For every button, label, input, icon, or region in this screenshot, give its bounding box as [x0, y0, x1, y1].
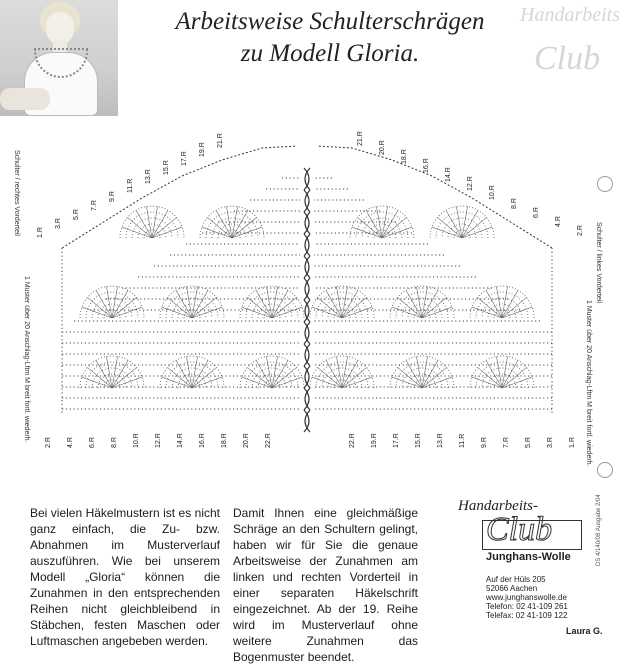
binder-hole-top [597, 176, 613, 192]
left-fan-spoke [162, 377, 192, 388]
right-top-row-label: 16.R [423, 158, 430, 173]
left-fan-arc [98, 304, 126, 318]
right-top-row-label: 21.R [357, 131, 364, 146]
left-fan-arc [240, 356, 304, 388]
left-top-row-label: 19.R [199, 142, 206, 157]
right-fan-arc [390, 286, 454, 318]
left-bottom-row-label: 20.R [243, 433, 250, 448]
left-top-row-label: 9.R [109, 191, 116, 202]
left-top-row-label: 5.R [73, 209, 80, 220]
right-fan-spoke [502, 367, 527, 388]
left-fan-spoke [192, 367, 217, 388]
right-fan-spoke [342, 377, 372, 388]
club-word: Club [486, 511, 553, 548]
left-top-row-label: 21.R [217, 133, 224, 148]
right-bottom-row-label: 19.R [371, 433, 378, 448]
right-fan-spoke [317, 297, 342, 318]
left-side-label-top: Schulter / rechtes Vorderteil [13, 150, 20, 236]
right-fan-arc [396, 292, 448, 318]
left-fan-spoke [87, 297, 112, 318]
left-fan-arc [246, 362, 298, 388]
left-fan-arc [80, 286, 144, 318]
right-top-row-label: 8.R [511, 198, 518, 209]
left-fan-spoke [127, 217, 152, 238]
left-bottom-row-label: 14.R [177, 433, 184, 448]
right-fan-arc [328, 304, 356, 318]
left-bottom-row-label: 10.R [133, 433, 140, 448]
right-top-row-label: 18.R [401, 149, 408, 164]
right-bottom-row-label: 11.R [459, 433, 466, 448]
left-fan-spoke [272, 367, 297, 388]
left-fan-spoke [272, 297, 297, 318]
author-name: Laura G. [566, 626, 603, 636]
right-fan-spoke [397, 367, 422, 388]
handarbeits-club-logo [458, 498, 588, 563]
right-fan-spoke [502, 307, 532, 318]
left-fan-spoke [112, 367, 137, 388]
right-side-label-mid: 1 Muster über 20 Anschlag-Lftm M breit fortl. wiederh. [585, 300, 592, 467]
right-fan-arc [470, 286, 534, 318]
left-fan-spoke [207, 217, 232, 238]
left-bottom-row-label: 8.R [111, 437, 118, 448]
right-bottom-row-label: 3.R [547, 437, 554, 448]
left-bottom-row-label: 6.R [89, 437, 96, 448]
right-top-row-label: 20.R [379, 140, 386, 155]
left-fan-arc [246, 292, 298, 318]
right-top-row-label: 4.R [555, 216, 562, 227]
club-box [482, 520, 582, 550]
right-top-row-label: 14.R [445, 167, 452, 182]
left-fan-arc [240, 286, 304, 318]
right-bottom-row-label: 7.R [503, 437, 510, 448]
left-fan-spoke [232, 217, 257, 238]
right-fan-arc [316, 362, 368, 388]
left-fan-arc [160, 286, 224, 318]
right-fan-spoke [317, 367, 342, 388]
right-fan-spoke [462, 227, 492, 238]
right-fan-spoke [382, 217, 407, 238]
instruction-paragraph: Damit Ihnen eine gleichmäßige Schräge an den Schultern gelingt, haben wir für Sie die genaue Arbeitsweise der Zunahmen am linken und rechten Vorderteil in einer separaten Häkelschrift eingezeichnet. Ab der 19. Reihe wird im Musterverlauf ohne weitere Zunahmen das Bogenmuster beendet. [233, 506, 418, 664]
right-fan-arc [356, 212, 408, 238]
address-city: 52066 Aachen [486, 584, 538, 593]
crochet-diagram [12, 118, 602, 480]
left-fan-arc [86, 292, 138, 318]
left-fan-arc [218, 224, 246, 238]
left-bottom-row-label: 2.R [45, 437, 52, 448]
right-fan-spoke [342, 297, 367, 318]
left-side-label-mid: 1 Muster über 20 Anschlag-Lftm M breit fortl. wiederh. [23, 276, 30, 443]
intro-paragraph: Bei vielen Häkelmustern ist es nicht ganz einfach, die Zu- bzw. Abnahmen im Musterverlauf auszuführen. Wie bei unserem Modell „Gloria“ können die Zunahmen in den entsprechenden Reihen nicht gleichbleibend in Stäbchen, festen Maschen oder Luftmaschen angebeben werden. [30, 506, 220, 648]
address-web: www.junghanswolle.de [486, 593, 567, 602]
address-phone: Telefon: 02 41-109 261 [486, 602, 568, 611]
right-fan-spoke [342, 367, 367, 388]
right-fan-spoke [397, 297, 422, 318]
binder-hole-bottom [597, 462, 613, 478]
photo-arm [0, 88, 50, 110]
right-fan-spoke [422, 367, 447, 388]
right-fan-arc [488, 304, 516, 318]
ghost-logo [520, 0, 620, 110]
left-fan-spoke [247, 367, 272, 388]
left-bottom-row-label: 12.R [155, 433, 162, 448]
left-fan-spoke [162, 307, 192, 318]
left-shoulder-outline [62, 146, 297, 248]
address-fax: Telefax: 02 41-109 122 [486, 611, 568, 620]
address-street: Auf der Hüls 205 [486, 575, 546, 584]
issue-code: DS 4/140/08 Ausgabe 2/04 [596, 494, 602, 566]
model-photo [0, 0, 118, 116]
title-line2: zu Modell Gloria. [240, 40, 420, 67]
right-fan-arc [310, 356, 374, 388]
left-fan-spoke [152, 217, 177, 238]
left-fan-arc [138, 224, 166, 238]
club-brand: Junghans-Wolle [486, 551, 571, 563]
club-address [486, 575, 568, 620]
right-fan-arc [448, 224, 476, 238]
right-fan-arc [316, 292, 368, 318]
left-fan-arc [80, 356, 144, 388]
left-fan-spoke [167, 367, 192, 388]
left-fan-arc [258, 304, 286, 318]
right-fan-spoke [462, 217, 487, 238]
left-bottom-row-label: 22.R [265, 433, 272, 448]
left-fan-spoke [247, 297, 272, 318]
right-top-row-label: 12.R [467, 176, 474, 191]
right-fan-spoke [502, 297, 527, 318]
left-top-row-label: 7.R [91, 200, 98, 211]
right-bottom-row-label: 22.R [349, 433, 356, 448]
right-fan-spoke [342, 307, 372, 318]
left-fan-arc [166, 292, 218, 318]
right-fan-spoke [357, 217, 382, 238]
left-fan-spoke [167, 297, 192, 318]
right-bottom-row-label: 13.R [437, 433, 444, 448]
right-bottom-row-label: 9.R [481, 437, 488, 448]
right-top-row-label: 10.R [489, 185, 496, 200]
right-fan-arc [436, 212, 488, 238]
right-bottom-row-label: 17.R [393, 433, 400, 448]
left-fan-spoke [192, 297, 217, 318]
right-fan-spoke [502, 377, 532, 388]
left-fan-spoke [82, 377, 112, 388]
left-bottom-row-label: 4.R [67, 437, 74, 448]
right-fan-arc [310, 286, 374, 318]
left-fan-arc [160, 356, 224, 388]
right-fan-arc [476, 362, 528, 388]
right-fan-arc [470, 356, 534, 388]
right-fan-arc [476, 292, 528, 318]
left-top-row-label: 1.R [37, 227, 44, 238]
left-top-row-label: 17.R [181, 151, 188, 166]
left-bottom-row-label: 16.R [199, 433, 206, 448]
ghost-logo-line2: Club [534, 40, 601, 77]
right-fan-arc [408, 304, 436, 318]
right-shoulder-outline [317, 146, 552, 248]
club-handarbeits: Handarbeits- [458, 498, 538, 514]
right-bottom-row-label: 5.R [525, 437, 532, 448]
right-fan-spoke [422, 297, 447, 318]
left-fan-arc [126, 212, 178, 238]
left-fan-spoke [87, 367, 112, 388]
right-bottom-row-label: 15.R [415, 433, 422, 448]
left-top-row-label: 3.R [55, 218, 62, 229]
right-fan-spoke [422, 377, 452, 388]
right-fan-spoke [477, 367, 502, 388]
right-side-label-top: Schulter / linkes Vorderteil [595, 222, 602, 303]
left-bottom-row-label: 18.R [221, 433, 228, 448]
left-fan-arc [206, 212, 258, 238]
right-fan-arc [390, 356, 454, 388]
right-top-row-label: 2.R [577, 225, 584, 236]
page-title [140, 6, 520, 70]
right-fan-arc [430, 206, 494, 238]
right-fan-spoke [437, 217, 462, 238]
right-fan-arc [396, 362, 448, 388]
right-top-row-label: 6.R [533, 207, 540, 218]
ghost-logo-line1: Handarbeits [520, 4, 620, 26]
left-fan-spoke [242, 377, 272, 388]
left-fan-spoke [122, 227, 152, 238]
left-fan-spoke [112, 297, 137, 318]
left-fan-spoke [82, 307, 112, 318]
right-fan-spoke [422, 307, 452, 318]
left-fan-arc [178, 304, 206, 318]
left-fan-arc [166, 362, 218, 388]
right-fan-spoke [477, 297, 502, 318]
left-top-row-label: 11.R [127, 178, 134, 193]
left-fan-arc [86, 362, 138, 388]
left-top-row-label: 15.R [163, 160, 170, 175]
right-fan-arc [368, 224, 396, 238]
right-bottom-row-label: 1.R [569, 437, 576, 448]
left-fan-arc [120, 206, 184, 238]
title-line1: Arbeitsweise Schulterschrägen [175, 8, 485, 35]
left-top-row-label: 13.R [145, 169, 152, 184]
left-fan-spoke [242, 307, 272, 318]
